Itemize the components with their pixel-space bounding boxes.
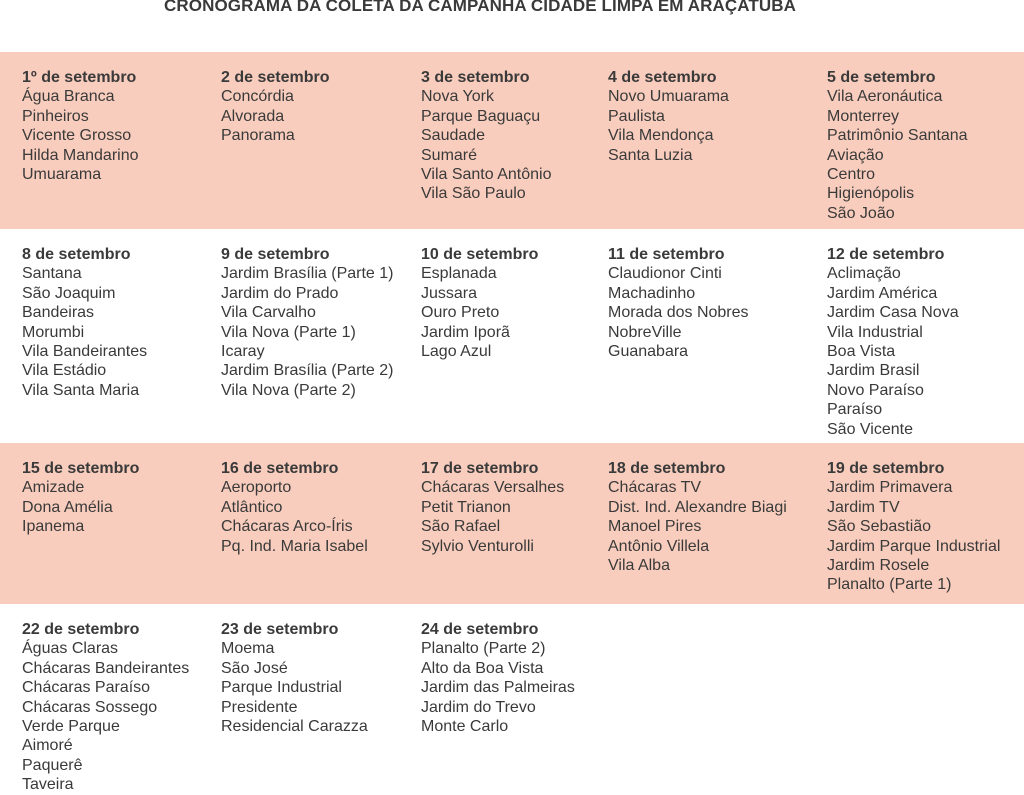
neighborhood-item: Chácaras TV xyxy=(608,479,702,497)
neighborhood-item: Morumbi xyxy=(22,323,85,341)
day-heading: 17 de setembro xyxy=(421,460,539,477)
neighborhood-item: Parque Baguaçu xyxy=(421,107,541,125)
neighborhood-item: Jardim Rosele xyxy=(827,557,930,575)
day-heading: 1º de setembro xyxy=(22,69,137,86)
neighborhood-item: Alto da Boa Vista xyxy=(421,659,544,677)
day-column xyxy=(221,245,394,400)
neighborhood-item: Panorama xyxy=(221,127,295,145)
neighborhood-item: Amizade xyxy=(22,479,85,497)
neighborhood-item: Hilda Mandarino xyxy=(22,146,139,164)
neighborhood-item: Vila Bandeirantes xyxy=(22,343,148,361)
neighborhood-item: Paraíso xyxy=(827,401,883,419)
neighborhood-item: São João xyxy=(827,204,895,222)
day-column xyxy=(421,245,538,361)
day-column xyxy=(22,459,139,537)
day-column xyxy=(608,245,749,361)
neighborhood-item: Vila Nova (Parte 1) xyxy=(221,323,356,341)
neighborhood-item: Chácaras Bandeirantes xyxy=(22,659,190,677)
day-heading: 5 de setembro xyxy=(827,69,936,86)
neighborhood-item: Aclimação xyxy=(827,265,901,283)
neighborhood-item: Moema xyxy=(221,640,275,658)
neighborhood-item: Jardim Primavera xyxy=(827,479,953,497)
neighborhood-item: Jardim das Palmeiras xyxy=(421,679,575,697)
neighborhood-item: Taveira xyxy=(22,776,74,794)
neighborhood-item: Jardim América xyxy=(827,284,938,302)
neighborhood-item: São José xyxy=(221,659,288,677)
neighborhood-item: Vila Carvalho xyxy=(221,304,316,322)
week-row xyxy=(0,443,1024,604)
neighborhood-item: Jardim do Prado xyxy=(221,284,339,302)
neighborhood-item: Monterrey xyxy=(827,107,900,125)
page-title: CRONOGRAMA DA COLETA DA CAMPANHA CIDADE LIMPA EM ARAÇATUBA xyxy=(164,0,796,15)
neighborhood-item: Esplanada xyxy=(421,265,497,283)
neighborhood-item: São Sebastião xyxy=(827,518,932,536)
neighborhood-item: Jardim Brasil xyxy=(827,362,920,380)
neighborhood-item: Vila Estádio xyxy=(22,362,107,380)
day-column xyxy=(608,459,787,575)
neighborhood-item: Vila Aeronáutica xyxy=(827,88,943,106)
neighborhood-item: Verde Parque xyxy=(22,718,120,736)
day-column xyxy=(221,68,329,146)
neighborhood-item: Pinheiros xyxy=(22,107,89,125)
neighborhood-item: Vila Nova (Parte 2) xyxy=(221,381,356,399)
neighborhood-item: Aeroporto xyxy=(221,479,292,497)
day-column xyxy=(827,459,1000,595)
neighborhood-item: Higienópolis xyxy=(827,185,915,203)
week-row xyxy=(0,52,1024,229)
day-column xyxy=(22,245,147,400)
neighborhood-item: Planalto (Parte 1) xyxy=(827,576,952,594)
neighborhood-item: Vila Santo Antônio xyxy=(421,166,552,184)
day-heading: 3 de setembro xyxy=(421,69,530,86)
neighborhood-item: Lago Azul xyxy=(421,343,492,361)
neighborhood-item: Icaray xyxy=(221,343,265,361)
neighborhood-item: Jussara xyxy=(421,284,478,302)
neighborhood-item: Petit Trianon xyxy=(421,498,511,516)
day-heading: 18 de setembro xyxy=(608,460,726,477)
neighborhood-item: Sylvio Venturolli xyxy=(421,537,534,555)
day-heading: 11 de setembro xyxy=(608,246,725,263)
neighborhood-item: Santana xyxy=(22,265,82,283)
neighborhood-item: São Joaquim xyxy=(22,284,116,302)
neighborhood-item: Vila Industrial xyxy=(827,323,923,341)
neighborhood-item: Manoel Pires xyxy=(608,518,702,536)
day-column xyxy=(22,620,189,795)
neighborhood-item: Centro xyxy=(827,166,876,184)
neighborhood-item: Aimoré xyxy=(22,737,73,755)
neighborhood-item: Chácaras Arco-Íris xyxy=(221,518,353,536)
neighborhood-item: Residencial Carazza xyxy=(221,718,368,736)
neighborhood-item: Jardim Iporã xyxy=(421,323,510,341)
neighborhood-item: Jardim do Trevo xyxy=(421,698,536,716)
neighborhood-item: Novo Paraíso xyxy=(827,381,924,399)
week-row xyxy=(0,229,1024,443)
neighborhood-item: Sumaré xyxy=(421,146,478,164)
neighborhood-item: Alvorada xyxy=(221,107,285,125)
day-heading: 24 de setembro xyxy=(421,621,539,638)
neighborhood-item: Dist. Ind. Alexandre Biagi xyxy=(608,498,787,516)
neighborhood-item: Patrimônio Santana xyxy=(827,127,968,145)
neighborhood-item: Antônio Villela xyxy=(608,537,710,555)
neighborhood-item: Vila São Paulo xyxy=(421,185,526,203)
week-row xyxy=(0,604,1024,792)
neighborhood-item: Pq. Ind. Maria Isabel xyxy=(221,537,368,555)
day-column xyxy=(22,68,139,184)
neighborhood-item: Atlântico xyxy=(221,498,283,516)
neighborhood-item: Machadinho xyxy=(608,284,696,302)
day-heading: 16 de setembro xyxy=(221,460,339,477)
neighborhood-item: Claudionor Cinti xyxy=(608,265,722,283)
neighborhood-item: Parque Industrial xyxy=(221,679,342,697)
day-column xyxy=(608,68,729,165)
neighborhood-item: São Vicente xyxy=(827,420,913,438)
neighborhood-item: Chácaras Paraíso xyxy=(22,679,151,697)
neighborhood-item: Chácaras Versalhes xyxy=(421,479,565,497)
day-heading: 4 de setembro xyxy=(608,69,717,86)
neighborhood-item: São Rafael xyxy=(421,518,501,536)
neighborhood-item: Paulista xyxy=(608,107,665,125)
neighborhood-item: Morada dos Nobres xyxy=(608,304,749,322)
day-heading: 22 de setembro xyxy=(22,621,140,638)
neighborhood-item: Umuarama xyxy=(22,166,102,184)
day-column xyxy=(827,245,959,439)
neighborhood-item: Boa Vista xyxy=(827,343,896,361)
neighborhood-item: Novo Umuarama xyxy=(608,88,729,106)
day-heading: 15 de setembro xyxy=(22,460,140,477)
day-heading: 10 de setembro xyxy=(421,246,539,263)
neighborhood-item: Ouro Preto xyxy=(421,304,500,322)
neighborhood-item: Vila Alba xyxy=(608,557,670,575)
day-heading: 12 de setembro xyxy=(827,246,945,263)
day-column xyxy=(421,620,575,736)
neighborhood-item: Dona Amélia xyxy=(22,498,113,516)
neighborhood-item: Santa Luzia xyxy=(608,146,693,164)
neighborhood-item: Bandeiras xyxy=(22,304,95,322)
day-heading: 23 de setembro xyxy=(221,621,339,638)
neighborhood-item: Ipanema xyxy=(22,518,85,536)
neighborhood-item: Vila Santa Maria xyxy=(22,381,140,399)
neighborhood-item: Guanabara xyxy=(608,343,689,361)
day-heading: 19 de setembro xyxy=(827,460,945,477)
day-column xyxy=(221,459,368,556)
neighborhood-item: Jardim Brasília (Parte 2) xyxy=(221,362,394,380)
neighborhood-item: Nova York xyxy=(421,88,494,106)
day-column xyxy=(827,68,968,223)
neighborhood-item: Saudade xyxy=(421,127,486,145)
neighborhood-item: Vicente Grosso xyxy=(22,127,132,145)
neighborhood-item: Águas Claras xyxy=(22,640,119,658)
neighborhood-item: Água Branca xyxy=(22,88,115,106)
day-column xyxy=(421,459,564,556)
day-column xyxy=(221,620,368,736)
neighborhood-item: Jardim Casa Nova xyxy=(827,304,959,322)
neighborhood-item: Planalto (Parte 2) xyxy=(421,640,546,658)
neighborhood-item: Jardim Brasília (Parte 1) xyxy=(221,265,394,283)
neighborhood-item: Presidente xyxy=(221,698,298,716)
neighborhood-item: Paquerê xyxy=(22,756,83,774)
day-column xyxy=(421,68,551,204)
day-heading: 2 de setembro xyxy=(221,69,330,86)
day-heading: 8 de setembro xyxy=(22,246,131,263)
neighborhood-item: Chácaras Sossego xyxy=(22,698,158,716)
neighborhood-item: NobreVille xyxy=(608,323,682,341)
day-heading: 9 de setembro xyxy=(221,246,330,263)
neighborhood-item: Jardim TV xyxy=(827,498,900,516)
neighborhood-item: Aviação xyxy=(827,146,884,164)
neighborhood-item: Concórdia xyxy=(221,88,294,106)
neighborhood-item: Vila Mendonça xyxy=(608,127,714,145)
neighborhood-item: Jardim Parque Industrial xyxy=(827,537,1001,555)
neighborhood-item: Monte Carlo xyxy=(421,718,509,736)
